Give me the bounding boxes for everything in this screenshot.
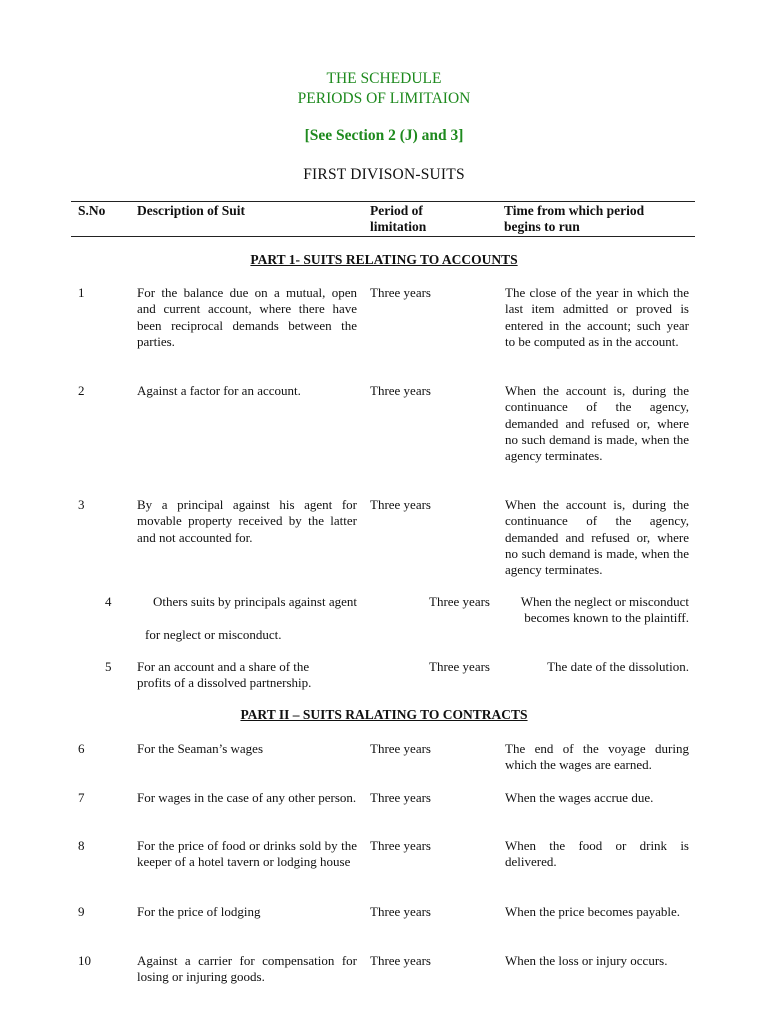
row-sno: 3	[78, 497, 85, 512]
row-period: Three years	[370, 838, 431, 853]
row-time: The end of the voyage during which the wages are earned.	[505, 741, 689, 773]
row-sno: 2	[78, 383, 85, 398]
row-time: The close of the year in which the last item admitted or proved is entered in the account; such year to be computed as in the account.	[505, 285, 689, 349]
section-reference: [See Section 2 (J) and 3]	[304, 127, 464, 144]
col-header-description: Description of Suit	[137, 203, 245, 218]
row-period: Three years	[370, 904, 431, 919]
row-period: Three years	[370, 383, 431, 398]
col-header-sno: S.No	[78, 203, 106, 218]
part-heading: PART II – SUITS RALATING TO CONTRACTS	[240, 707, 528, 722]
row-description-continued: for neglect or misconduct.	[145, 627, 282, 642]
row-time: When the loss or injury occurs.	[505, 953, 668, 968]
row-description: For the price of lodging	[137, 904, 261, 919]
row-period: Three years	[429, 659, 490, 674]
row-period: Three years	[429, 594, 490, 609]
row-description: For the balance due on a mutual, open and current account, where there have been reciprocal demands between the parties.	[137, 285, 357, 349]
row-sno: 8	[78, 838, 85, 853]
row-sno: 5	[105, 659, 112, 674]
row-period: Three years	[370, 953, 431, 968]
schedule-subtitle: PERIODS OF LIMITAION	[297, 90, 471, 107]
row-period: Three years	[370, 497, 431, 512]
schedule-title: THE SCHEDULE	[326, 70, 442, 87]
row-time: The date of the dissolution.	[547, 659, 689, 674]
row-sno: 6	[78, 741, 85, 756]
header-bottom-rule	[71, 236, 695, 237]
part-heading: PART 1- SUITS RELATING TO ACCOUNTS	[250, 252, 518, 267]
row-time: When the price becomes payable.	[505, 904, 681, 919]
row-time: When the account is, during the continuance of the agency, demanded and refused or, where no such demand is made, when the agency terminates.	[505, 383, 689, 464]
row-description: For the Seaman’s wages	[137, 741, 264, 756]
row-sno: 1	[78, 285, 85, 300]
row-description: Others suits by principals against agent	[153, 594, 357, 609]
row-description: By a principal against his agent for movable property received by the latter and not accounted for.	[137, 497, 357, 545]
division-heading: FIRST DIVISON-SUITS	[303, 166, 465, 183]
row-time: When the neglect or misconduct becomes known to the plaintiff.	[520, 594, 689, 626]
header-top-rule	[71, 201, 695, 202]
row-period: Three years	[370, 790, 431, 805]
row-sno: 7	[78, 790, 85, 805]
col-header-time: Time from which period begins to run	[504, 203, 645, 234]
row-description: For the price of food or drinks sold by the keeper of a hotel tavern or lodging house	[137, 838, 357, 870]
row-time: When the food or drink is delivered.	[505, 838, 689, 870]
row-description: For wages in the case of any other person.	[137, 790, 357, 805]
row-time: When the account is, during the continuance of the agency, demanded and refused or, where no such demand is made, when the agency terminates.	[505, 497, 689, 578]
row-sno: 10	[78, 953, 91, 968]
row-sno: 9	[78, 904, 85, 919]
row-description: For an account and a share of the profits of a dissolved partnership.	[137, 659, 312, 691]
row-time: When the wages accrue due.	[505, 790, 654, 805]
row-period: Three years	[370, 285, 431, 300]
row-sno: 4	[105, 594, 112, 609]
row-period: Three years	[370, 741, 431, 756]
row-description: Against a factor for an account.	[137, 383, 301, 398]
col-header-period: Period of limitation	[370, 203, 427, 234]
row-description: Against a carrier for compensation for losing or injuring goods.	[137, 953, 357, 985]
